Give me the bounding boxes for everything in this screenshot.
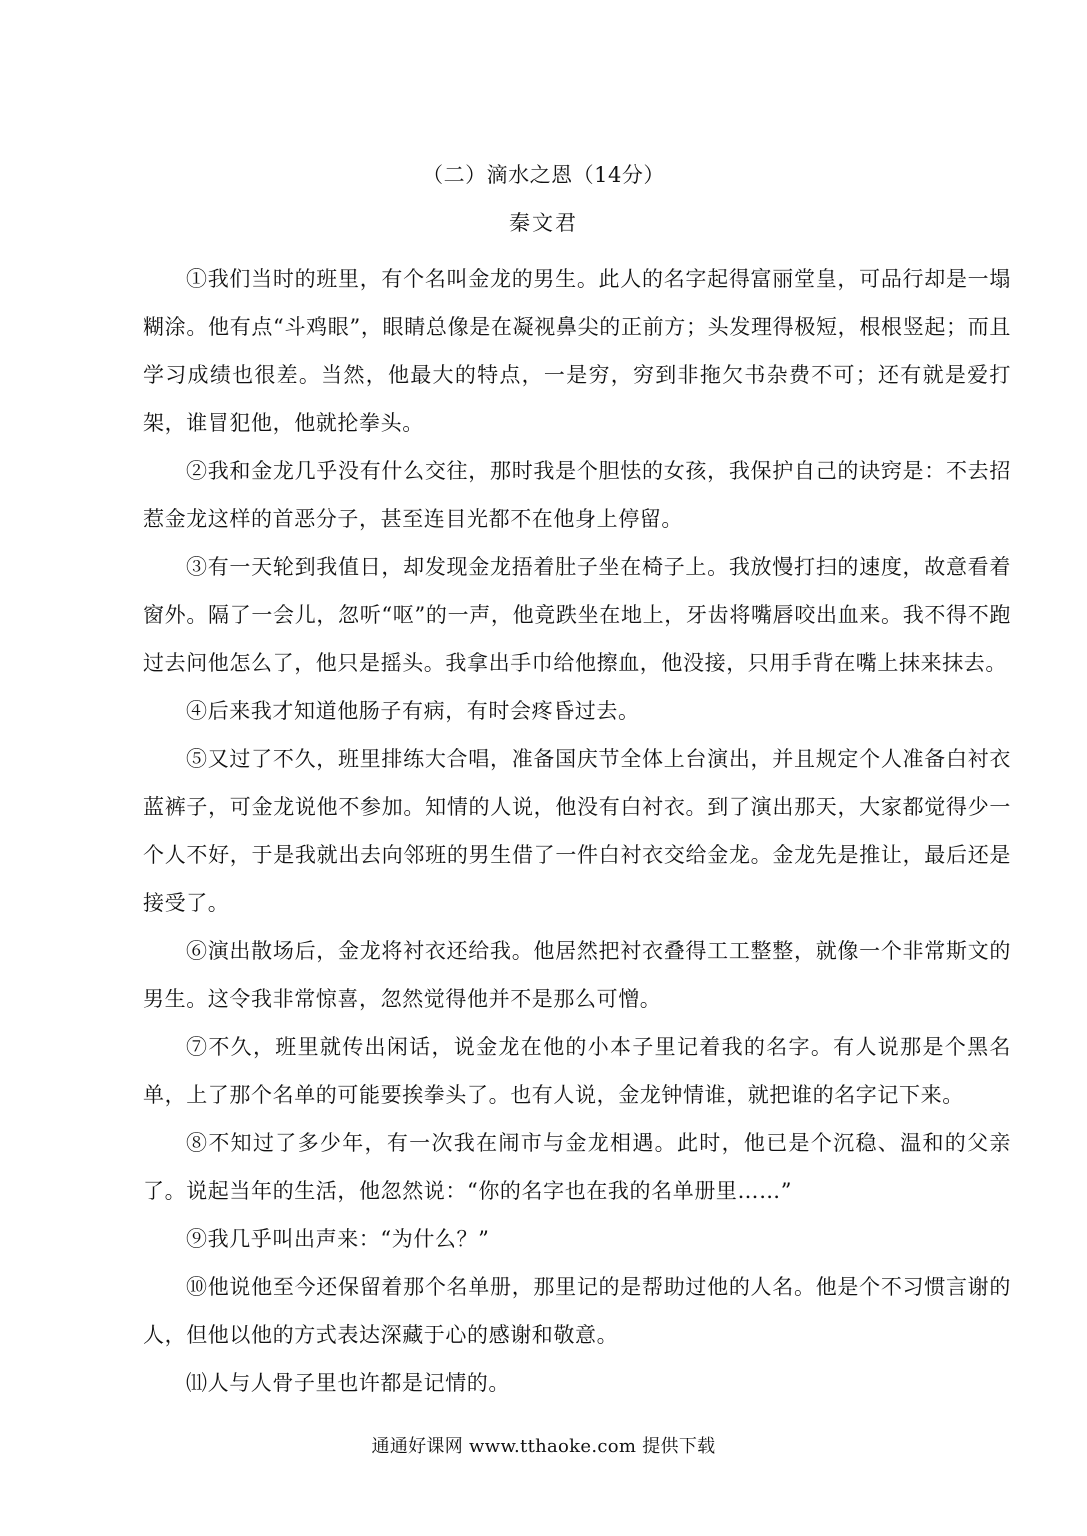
- paragraph-4: ④后来我才知道他肠子有病，有时会疼昏过去。: [186, 699, 640, 723]
- paragraph-6: ⑥演出散场后，金龙将衬衣还给我。他居然把衬衣叠得工工整整，就像一个非常斯文的男生。这令我非常惊喜，忽然觉得他并不是那么可憎。: [143, 939, 1011, 1011]
- page-footer: 通通好课网 www.tthaoke.com 提供下载: [371, 1436, 716, 1457]
- paragraph-10: ⑩他说他至今还保留着那个名单册，那里记的是帮助过他的人名。他是个不习惯言谢的人，但他以他的方式表达深藏于心的感谢和敬意。: [143, 1275, 1011, 1347]
- paragraph-8: ⑧不知过了多少年，有一次我在闹市与金龙相遇。此时，他已是个沉稳、温和的父亲了。说起当年的生活，他忽然说：“你的名字也在我的名单册里……”: [143, 1131, 1011, 1203]
- article-author: 秦文君: [509, 211, 578, 235]
- paragraph-11: ⑾人与人骨子里也许都是记情的。: [186, 1371, 510, 1395]
- article-title: （二）滴水之恩（14分）: [422, 163, 665, 187]
- paragraph-9: ⑨我几乎叫出声来：“为什么？”: [186, 1227, 490, 1251]
- paragraph-2: ②我和金龙几乎没有什么交往，那时我是个胆怯的女孩，我保护自己的诀窍是：不去招惹金龙这样的首恶分子，甚至连目光都不在他身上停留。: [143, 459, 1011, 531]
- paragraph-5: ⑤又过了不久，班里排练大合唱，准备国庆节全体上台演出，并且规定个人准备白衬衣蓝裤子，可金龙说他不参加。知情的人说，他没有白衬衣。到了演出那天，大家都觉得少一个人不好，于是我就出去向邻班的男生借了一件白衬衣交给金龙。金龙先是推让，最后还是接受了。: [143, 747, 1011, 915]
- paragraph-7: ⑦不久，班里就传出闲话，说金龙在他的小本子里记着我的名字。有人说那是个黑名单，上了那个名单的可能要挨拳头了。也有人说，金龙钟情谁，就把谁的名字记下来。: [143, 1035, 1011, 1107]
- article-body: [143, 255, 1011, 1407]
- paragraph-3: ③有一天轮到我值日，却发现金龙捂着肚子坐在椅子上。我放慢打扫的速度，故意看着窗外。隔了一会儿，忽听“呕”的一声，他竟跌坐在地上，牙齿将嘴唇咬出血来。我不得不跑过去问他怎么了，他只是摇头。我拿出手巾给他擦血，他没接，只用手背在嘴上抹来抹去。: [143, 555, 1011, 675]
- paragraph-1: ①我们当时的班里，有个名叫金龙的男生。此人的名字起得富丽堂皇，可品行却是一塌糊涂。他有点“斗鸡眼”，眼睛总像是在凝视鼻尖的正前方；头发理得极短，根根竖起；而且学习成绩也很差。当然，他最大的特点，一是穷，穷到非拖欠书杂费不可；还有就是爱打架，谁冒犯他，他就抡拳头。: [143, 267, 1011, 435]
